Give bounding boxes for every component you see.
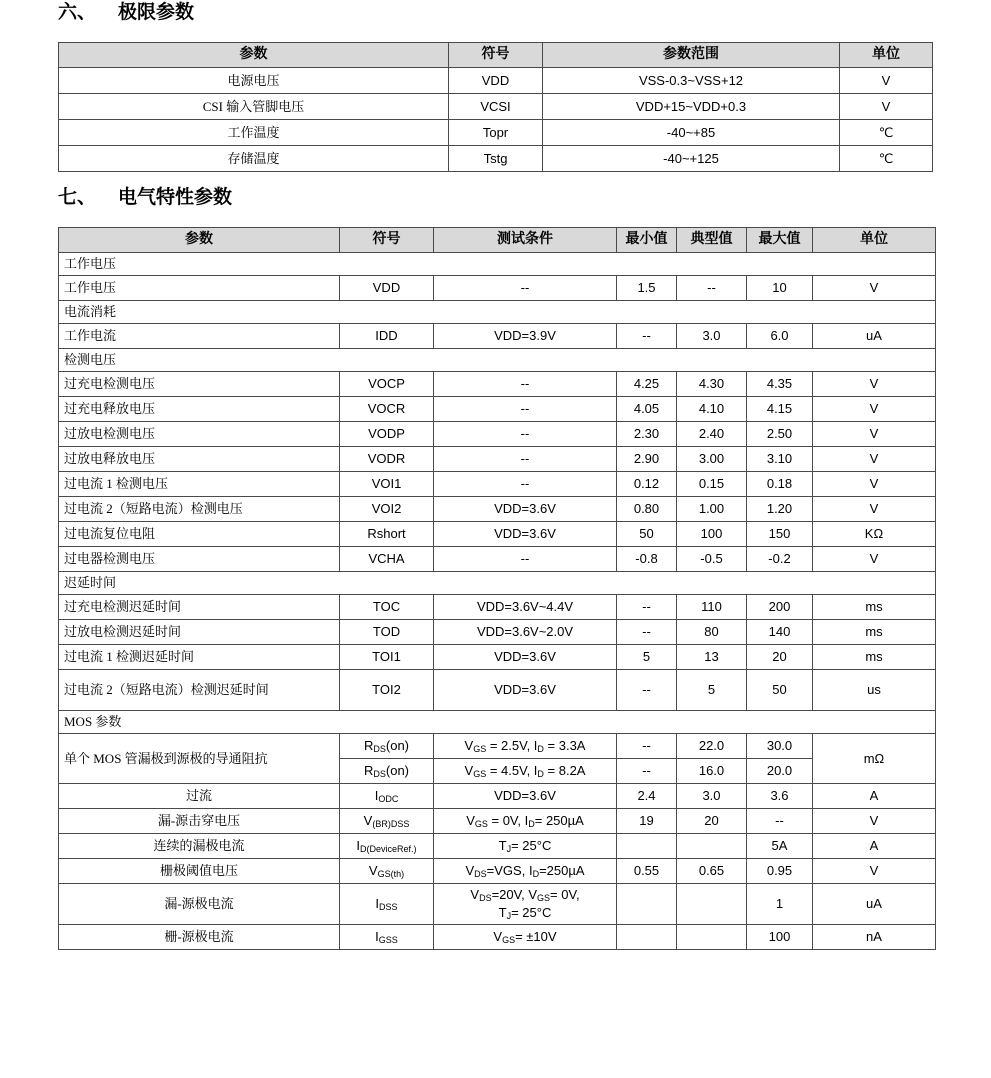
- cell-typ: 3.00: [677, 447, 747, 472]
- group-header-row: [59, 711, 936, 734]
- cell-min: -0.8: [617, 547, 677, 572]
- cell-max: 20.0: [747, 759, 813, 784]
- cell-symbol: VOI1: [340, 472, 434, 497]
- cell-max: 5A: [747, 834, 813, 859]
- cell-min: 0.12: [617, 472, 677, 497]
- group-header-row: [59, 253, 936, 276]
- cell-symbol: $R_{DS}(on)$: [340, 734, 434, 759]
- cell-max: 0.95: [747, 859, 813, 884]
- cell-unit: mΩ: [813, 734, 936, 784]
- group-header-row: [59, 572, 936, 595]
- cell-symbol: VDD: [340, 276, 434, 301]
- column-header-range: 参数范围: [543, 43, 840, 68]
- cell-max: --: [747, 809, 813, 834]
- cell-condition: $V_{GS} = 2.5V$, $I_D = 3.3A$: [434, 734, 617, 759]
- cell-symbol: VOCR: [340, 397, 434, 422]
- cell-min: 0.80: [617, 497, 677, 522]
- cell-typ: 100: [677, 522, 747, 547]
- cell-param: 过放电检测电压: [59, 422, 340, 447]
- cell-typ: 5: [677, 670, 747, 711]
- cell-unit: A: [813, 784, 936, 809]
- cell-condition: VDD=3.6V: [434, 522, 617, 547]
- cell-symbol: Tstg: [449, 146, 543, 172]
- cell-min: --: [617, 759, 677, 784]
- group-label: 迟延时间: [59, 572, 936, 595]
- cell-unit: V: [813, 472, 936, 497]
- cell-max: 1.20: [747, 497, 813, 522]
- cell-symbol: $I_{DSS}$: [340, 884, 434, 925]
- table-row: [59, 472, 936, 497]
- cell-param: CSI 输入管脚电压: [59, 94, 449, 120]
- cell-typ: 4.10: [677, 397, 747, 422]
- cell-max: 50: [747, 670, 813, 711]
- cell-range: -40~+85: [543, 120, 840, 146]
- cell-max: 1: [747, 884, 813, 925]
- cell-param: 漏-源极电流: [59, 884, 340, 925]
- section-title: 电气特性参数: [118, 187, 233, 208]
- cell-max: 6.0: [747, 324, 813, 349]
- cell-symbol: TOD: [340, 620, 434, 645]
- cell-condition: --: [434, 422, 617, 447]
- cell-condition: $V_{GS} = 0V$, $I_D= 250\mu A$: [434, 809, 617, 834]
- cell-max: 150: [747, 522, 813, 547]
- cell-condition: VDD=3.6V~2.0V: [434, 620, 617, 645]
- electrical-characteristics-body: [59, 253, 936, 950]
- cell-typ: [677, 925, 747, 950]
- cell-min: [617, 884, 677, 925]
- column-header-max: 最大值: [747, 228, 813, 253]
- group-header-row: [59, 349, 936, 372]
- cell-unit: V: [813, 809, 936, 834]
- cell-unit: V: [813, 397, 936, 422]
- cell-typ: 0.65: [677, 859, 747, 884]
- group-header-row: [59, 301, 936, 324]
- cell-symbol: Rshort: [340, 522, 434, 547]
- cell-symbol: VOCP: [340, 372, 434, 397]
- table-row: [59, 324, 936, 349]
- cell-symbol: VODR: [340, 447, 434, 472]
- group-label: 电流消耗: [59, 301, 936, 324]
- section-number: 六、: [58, 2, 97, 23]
- cell-max: 3.6: [747, 784, 813, 809]
- cell-typ: [677, 834, 747, 859]
- cell-range: VDD+15~VDD+0.3: [543, 94, 840, 120]
- cell-typ: 1.00: [677, 497, 747, 522]
- cell-max: 0.18: [747, 472, 813, 497]
- cell-param: 过放电释放电压: [59, 447, 340, 472]
- cell-typ: 4.30: [677, 372, 747, 397]
- section-heading-electrical: [58, 188, 232, 207]
- cell-param: 过充电检测电压: [59, 372, 340, 397]
- cell-param: 连续的漏极电流: [59, 834, 340, 859]
- cell-min: 4.25: [617, 372, 677, 397]
- cell-max: 20: [747, 645, 813, 670]
- cell-condition: --: [434, 447, 617, 472]
- cell-unit: V: [813, 422, 936, 447]
- cell-max: 100: [747, 925, 813, 950]
- cell-max: -0.2: [747, 547, 813, 572]
- cell-min: 0.55: [617, 859, 677, 884]
- cell-unit: V: [813, 497, 936, 522]
- cell-symbol: VOI2: [340, 497, 434, 522]
- cell-typ: 13: [677, 645, 747, 670]
- column-header-unit: 单位: [840, 43, 933, 68]
- cell-max: 200: [747, 595, 813, 620]
- electrical-characteristics-table: [58, 227, 936, 950]
- cell-unit: V: [813, 372, 936, 397]
- cell-unit: ms: [813, 645, 936, 670]
- table-row: [59, 68, 933, 94]
- cell-symbol: $R_{DS}(on)$: [340, 759, 434, 784]
- table-row: [59, 276, 936, 301]
- table-row: [59, 884, 936, 925]
- cell-param: 栅极阈值电压: [59, 859, 340, 884]
- table-header-row: [59, 228, 936, 253]
- cell-condition: VDD=3.6V: [434, 670, 617, 711]
- cell-min: --: [617, 670, 677, 711]
- cell-min: --: [617, 595, 677, 620]
- cell-symbol: $I_{D(DeviceRef.)}$: [340, 834, 434, 859]
- cell-typ: 110: [677, 595, 747, 620]
- cell-symbol: TOC: [340, 595, 434, 620]
- cell-unit: KΩ: [813, 522, 936, 547]
- column-header-parameter: 参数: [59, 228, 340, 253]
- cell-symbol: $I_{ODC}$: [340, 784, 434, 809]
- table-row: [59, 447, 936, 472]
- cell-param: 过充电检测迟延时间: [59, 595, 340, 620]
- section-heading-limits: [58, 3, 194, 22]
- cell-unit: V: [840, 94, 933, 120]
- cell-min: 19: [617, 809, 677, 834]
- cell-unit: us: [813, 670, 936, 711]
- cell-param: 过电流复位电阻: [59, 522, 340, 547]
- column-header-condition: 测试条件: [434, 228, 617, 253]
- cell-symbol: VODP: [340, 422, 434, 447]
- cell-param: 工作电流: [59, 324, 340, 349]
- table-row: [59, 595, 936, 620]
- limit-parameters-table: [58, 42, 933, 172]
- cell-unit: uA: [813, 884, 936, 925]
- cell-typ: [677, 884, 747, 925]
- section-title: 极限参数: [118, 2, 195, 23]
- cell-typ: 22.0: [677, 734, 747, 759]
- cell-range: VSS-0.3~VSS+12: [543, 68, 840, 94]
- column-header-symbol: 符号: [340, 228, 434, 253]
- cell-param: 过充电释放电压: [59, 397, 340, 422]
- cell-param: 漏-源击穿电压: [59, 809, 340, 834]
- cell-typ: 16.0: [677, 759, 747, 784]
- cell-param: 过电器检测电压: [59, 547, 340, 572]
- table-row: [59, 497, 936, 522]
- cell-condition: --: [434, 547, 617, 572]
- cell-unit: ℃: [840, 146, 933, 172]
- cell-unit: A: [813, 834, 936, 859]
- cell-range: -40~+125: [543, 146, 840, 172]
- cell-unit: uA: [813, 324, 936, 349]
- cell-param: 过电流 2（短路电流）检测迟延时间: [59, 670, 340, 711]
- table-row: [59, 620, 936, 645]
- cell-max: 10: [747, 276, 813, 301]
- cell-param: 过流: [59, 784, 340, 809]
- table-row: [59, 146, 933, 172]
- cell-max: 4.35: [747, 372, 813, 397]
- cell-condition: VDD=3.9V: [434, 324, 617, 349]
- cell-param: 过电流 2（短路电流）检测电压: [59, 497, 340, 522]
- table-row: [59, 547, 936, 572]
- cell-max: 4.15: [747, 397, 813, 422]
- cell-unit: V: [813, 547, 936, 572]
- cell-unit: nA: [813, 925, 936, 950]
- cell-unit: V: [840, 68, 933, 94]
- cell-typ: --: [677, 276, 747, 301]
- cell-min: --: [617, 620, 677, 645]
- table-header-row: [59, 43, 933, 68]
- cell-symbol: $V_{GS(th)}$: [340, 859, 434, 884]
- section-number: 七、: [58, 187, 97, 208]
- table-row: [59, 120, 933, 146]
- cell-param: 过电流 1 检测电压: [59, 472, 340, 497]
- cell-condition: $V_{DS}=20V$, $V_{GS}= 0V$, $T_J= 25^\circ C$: [434, 884, 617, 925]
- cell-min: 50: [617, 522, 677, 547]
- cell-condition: $T_J= 25^\circ C$: [434, 834, 617, 859]
- table-row: [59, 834, 936, 859]
- cell-unit: V: [813, 859, 936, 884]
- column-header-symbol: 符号: [449, 43, 543, 68]
- table-row: [59, 859, 936, 884]
- cell-max: 2.50: [747, 422, 813, 447]
- cell-param: 存储温度: [59, 146, 449, 172]
- cell-unit: ms: [813, 595, 936, 620]
- limit-parameters-body: [59, 68, 933, 172]
- cell-min: 1.5: [617, 276, 677, 301]
- cell-max: 30.0: [747, 734, 813, 759]
- table-row: [59, 784, 936, 809]
- column-header-parameter: 参数: [59, 43, 449, 68]
- cell-typ: 0.15: [677, 472, 747, 497]
- table-row: [59, 522, 936, 547]
- group-label: 检测电压: [59, 349, 936, 372]
- cell-typ: 80: [677, 620, 747, 645]
- cell-condition: $V_{GS} = 4.5V$, $I_D = 8.2A$: [434, 759, 617, 784]
- cell-condition: --: [434, 276, 617, 301]
- cell-typ: -0.5: [677, 547, 747, 572]
- cell-symbol: Topr: [449, 120, 543, 146]
- cell-min: 2.90: [617, 447, 677, 472]
- cell-condition: VDD=3.6V: [434, 497, 617, 522]
- cell-min: 2.4: [617, 784, 677, 809]
- table-row: [59, 397, 936, 422]
- cell-symbol: $I_{GSS}$: [340, 925, 434, 950]
- table-row: [59, 925, 936, 950]
- column-header-min: 最小值: [617, 228, 677, 253]
- group-label: MOS 参数: [59, 711, 936, 734]
- cell-typ: 2.40: [677, 422, 747, 447]
- cell-unit: ms: [813, 620, 936, 645]
- cell-condition: VDD=3.6V: [434, 645, 617, 670]
- table-row: [59, 422, 936, 447]
- cell-param: 工作电压: [59, 276, 340, 301]
- table-row: [59, 734, 936, 759]
- cell-symbol: VDD: [449, 68, 543, 94]
- table-row: [59, 670, 936, 711]
- cell-param: 过电流 1 检测迟延时间: [59, 645, 340, 670]
- cell-unit: V: [813, 276, 936, 301]
- cell-min: [617, 834, 677, 859]
- cell-condition: $V_{GS}= \pm 10V$: [434, 925, 617, 950]
- cell-condition: VDD=3.6V~4.4V: [434, 595, 617, 620]
- cell-condition: --: [434, 372, 617, 397]
- cell-min: --: [617, 734, 677, 759]
- cell-symbol: TOI2: [340, 670, 434, 711]
- cell-min: [617, 925, 677, 950]
- cell-max: 3.10: [747, 447, 813, 472]
- table-row: [59, 809, 936, 834]
- column-header-typ: 典型值: [677, 228, 747, 253]
- cell-symbol: VCSI: [449, 94, 543, 120]
- table-row: [59, 94, 933, 120]
- cell-max: 140: [747, 620, 813, 645]
- table-row: [59, 645, 936, 670]
- cell-min: 2.30: [617, 422, 677, 447]
- cell-condition: --: [434, 397, 617, 422]
- cell-symbol: TOI1: [340, 645, 434, 670]
- group-label: 工作电压: [59, 253, 936, 276]
- cell-typ: 20: [677, 809, 747, 834]
- cell-param: 单个 MOS 管漏极到源极的导通阻抗: [59, 734, 340, 784]
- cell-typ: 3.0: [677, 784, 747, 809]
- cell-condition: VDD=3.6V: [434, 784, 617, 809]
- cell-min: --: [617, 324, 677, 349]
- cell-unit: V: [813, 447, 936, 472]
- cell-param: 栅-源极电流: [59, 925, 340, 950]
- cell-param: 过放电检测迟延时间: [59, 620, 340, 645]
- cell-param: 工作温度: [59, 120, 449, 146]
- cell-param: 电源电压: [59, 68, 449, 94]
- cell-symbol: IDD: [340, 324, 434, 349]
- cell-condition: --: [434, 472, 617, 497]
- cell-typ: 3.0: [677, 324, 747, 349]
- cell-condition: $V_{DS}=VGS$, $I_D=250\mu A$: [434, 859, 617, 884]
- table-row: [59, 372, 936, 397]
- cell-unit: ℃: [840, 120, 933, 146]
- cell-symbol: $V_{(BR)DSS}$: [340, 809, 434, 834]
- cell-symbol: VCHA: [340, 547, 434, 572]
- column-header-unit: 单位: [813, 228, 936, 253]
- cell-min: 4.05: [617, 397, 677, 422]
- cell-min: 5: [617, 645, 677, 670]
